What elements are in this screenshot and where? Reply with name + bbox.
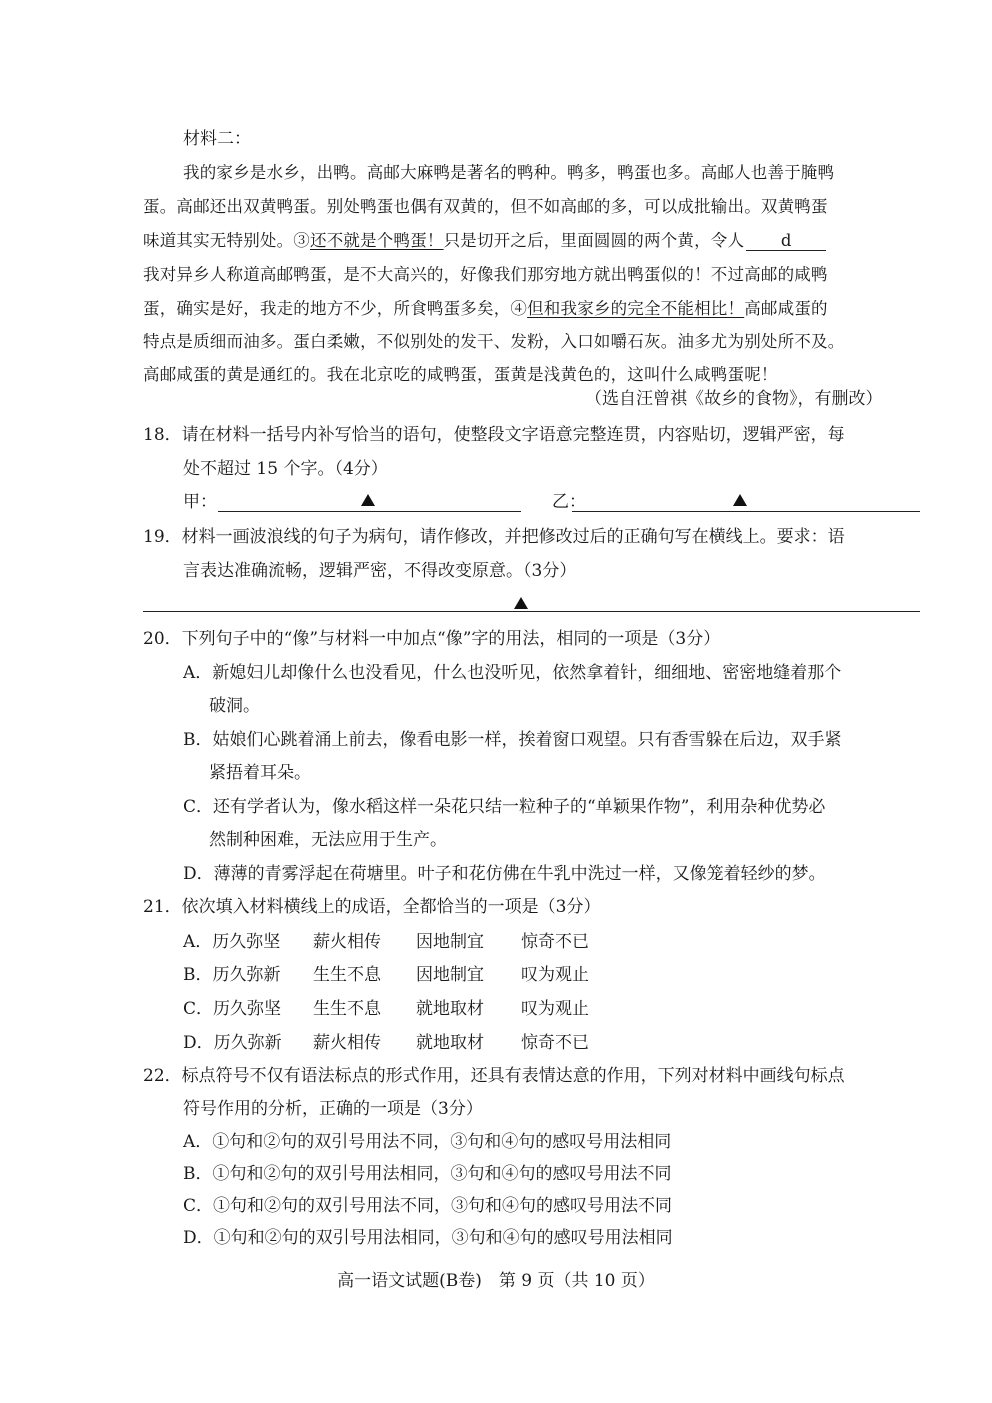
q22-option-a: A．①句和②句的双引号用法不同，③句和④句的感叹号用法相同 <box>183 1132 672 1152</box>
material-line: 我对异乡人称道高邮鸭蛋，是不大高兴的，好像我们那穷地方就出鸭蛋似的！不过高邮的咸鸭 <box>143 265 828 284</box>
q19-answer-line[interactable] <box>143 611 920 612</box>
q18-stem: 18．请在材料一括号内补写恰当的语句，使整段文字语意完整连贯，内容贴切，逻辑严密，每 <box>143 425 845 445</box>
option-cell: 就地取材 <box>416 999 484 1019</box>
q20-option-b: B．姑娘们心跳着涌上前去，像看电影一样，挨着窗口观望。只有香雪躲在后边，双手紧 <box>183 730 842 750</box>
material-line: 我的家乡是水乡，出鸭。高邮大麻鸭是著名的鸭种。鸭多，鸭蛋也多。高邮人也善于腌鸭 <box>183 163 835 182</box>
q18-answer-line-a[interactable] <box>218 511 521 512</box>
material-text: 蛋，确实是好，我走的地方不少，所食鸭蛋多矣，④ <box>143 299 528 318</box>
q22-option-d: D．①句和②句的双引号用法相同，③句和④句的感叹号用法相同 <box>183 1228 673 1248</box>
q20-option-a-cont: 破洞。 <box>209 696 260 716</box>
option-cell: 因地制宜 <box>416 965 484 985</box>
q22-stem: 22．标点符号不仅有语法标点的形式作用，还具有表情达意的作用，下列对材料中画线句标点 <box>143 1066 845 1086</box>
q21-option-c <box>183 998 589 1020</box>
option-cell: 生生不息 <box>313 999 381 1019</box>
page-footer: 高一语文试题(B卷) 第 9 页（共 10 页） <box>337 1271 655 1291</box>
material-line: 高邮咸蛋的黄是通红的。我在北京吃的咸鸭蛋，蛋黄是浅黄色的，这叫什么咸鸭蛋呢！ <box>143 365 778 384</box>
option-cell: 惊奇不已 <box>521 932 589 952</box>
material-line <box>143 298 828 320</box>
fill-blank-d: d <box>746 232 826 251</box>
q22-option-c: C．①句和②句的双引号用法不同，③句和④句的感叹号用法不同 <box>183 1196 673 1216</box>
option-cell: B．历久弥新 <box>183 965 281 985</box>
option-cell: 叹为观止 <box>521 965 589 985</box>
q19-stem: 19．材料一画波浪线的句子为病句，请作修改，并把修改过后的正确句写在横线上。要求：语 <box>143 527 845 547</box>
option-cell: 叹为观止 <box>521 999 589 1019</box>
q21-option-a <box>183 931 589 953</box>
underlined-sentence-4: 但和我家乡的完全不能相比！ <box>527 299 745 318</box>
q20-option-a: A．新媳妇儿却像什么也没看见，什么也没听见，依然拿着针，细细地、密密地缝着那个 <box>183 663 842 683</box>
material-text: 味道其实无特别处。③ <box>143 231 310 250</box>
option-cell: 薪火相传 <box>313 1033 381 1053</box>
q18-answer-line-b[interactable] <box>572 511 920 512</box>
q21-option-b <box>183 964 589 986</box>
triangle-icon <box>361 494 375 506</box>
triangle-icon <box>514 597 528 609</box>
q21-stem: 21．依次填入材料横线上的成语，全都恰当的一项是（3分） <box>143 897 601 917</box>
option-cell: A．历久弥坚 <box>183 932 281 952</box>
q21-option-d <box>183 1032 589 1054</box>
material-line: 特点是质细而油多。蛋白柔嫩，不似别处的发干、发粉，入口如嚼石灰。油多尤为别处所不及。 <box>143 332 845 351</box>
material-source: （选自汪曾祺《故乡的食物》，有删改） <box>585 389 883 409</box>
q20-option-c: C．还有学者认为，像水稻这样一朵花只结一粒种子的“单颖果作物”，利用杂种优势必 <box>183 797 826 817</box>
q20-option-d: D．薄薄的青雾浮起在荷塘里。叶子和花仿佛在牛乳中洗过一样，又像笼着轻纱的梦。 <box>183 864 826 884</box>
q20-stem: 20．下列句子中的“像”与材料一中加点“像”字的用法，相同的一项是（3分） <box>143 629 721 649</box>
material-line <box>143 230 826 252</box>
material-text: 只是切开之后，里面圆圆的两个黄，令人 <box>443 231 745 250</box>
option-cell: 惊奇不已 <box>521 1033 589 1053</box>
q18-stem-2: 处不超过 15 个字。（4分） <box>183 459 388 479</box>
option-cell: 就地取材 <box>416 1033 484 1053</box>
option-cell: 薪火相传 <box>313 932 381 952</box>
option-cell: 生生不息 <box>313 965 381 985</box>
option-cell: D．历久弥新 <box>183 1033 282 1053</box>
q18-label-b: 乙： <box>552 492 586 512</box>
underlined-sentence-3: 还不就是个鸭蛋！ <box>310 231 444 250</box>
q20-option-c-cont: 然制种困难，无法应用于生产。 <box>209 830 447 850</box>
option-cell: 因地制宜 <box>416 932 484 952</box>
material-heading: 材料二： <box>183 129 251 149</box>
option-cell: C．历久弥坚 <box>183 999 282 1019</box>
material-line: 蛋。高邮还出双黄鸭蛋。别处鸭蛋也偶有双黄的，但不如高邮的多，可以成批输出。双黄鸭蛋 <box>143 197 828 216</box>
triangle-icon <box>733 494 747 506</box>
q22-stem-2: 符号作用的分析，正确的一项是（3分） <box>183 1099 483 1119</box>
q22-option-b: B．①句和②句的双引号用法相同，③句和④句的感叹号用法不同 <box>183 1164 672 1184</box>
q19-stem-2: 言表达准确流畅，逻辑严密，不得改变原意。（3分） <box>183 561 577 581</box>
q20-option-b-cont: 紧捂着耳朵。 <box>209 763 311 783</box>
material-text: 高邮咸蛋的 <box>744 299 828 318</box>
q18-label-a: 甲： <box>183 492 217 512</box>
